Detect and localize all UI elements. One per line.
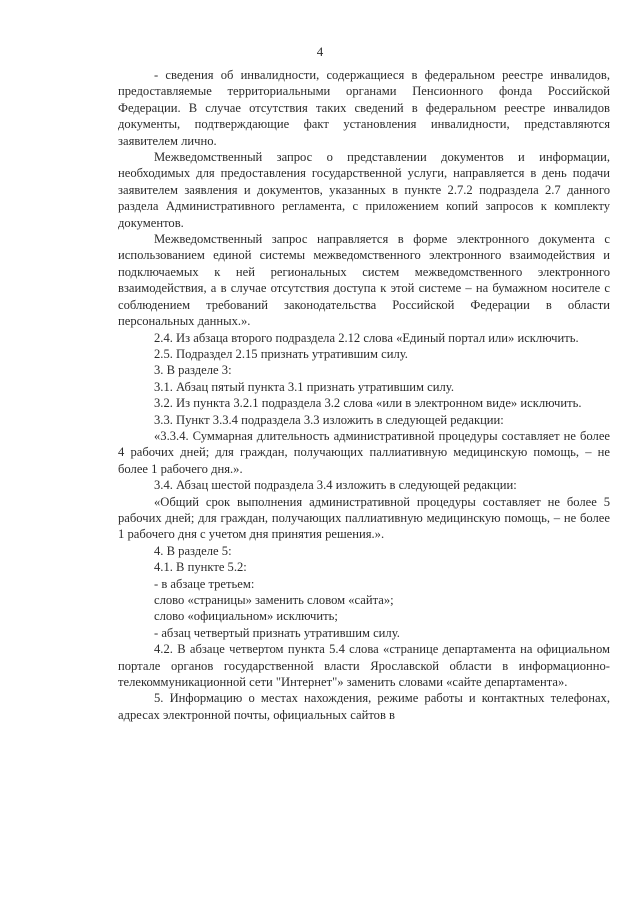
paragraph: 5. Информацию о местах нахождения, режиме работы и контактных телефонах, адресах электронной почты, официальных сайтов в (118, 691, 610, 722)
paragraph: 4.2. В абзаце четвертом пункта 5.4 слова «странице департамента на официальном портале органов государственной власти Ярославской области в информационно-телекоммуникационной сети "Интернет"» заменить словами «сайте департамента». (118, 642, 610, 690)
paragraph: 2.4. Из абзаца второго подраздела 2.12 слова «Единый портал или» исключить. (154, 330, 579, 345)
paragraph: 2.5. Подраздел 2.15 признать утратившим силу. (154, 346, 408, 361)
paragraph: 4.1. В пункте 5.2: (154, 560, 247, 575)
paragraph: слово «страницы» заменить словом «сайта»; (154, 593, 394, 607)
paragraph: Межведомственный запрос о представлении документов и информации, необходимых для предоставления государственной услуги, направляется в день подачи заявителем заявления и документов, указанных в пункте 2.7.2 подраздела 2.7 данного раздела Административного регламента, с приложением копий запросов к комплекту документов. (118, 150, 610, 230)
paragraph: «Общий срок выполнения административной процедуры составляет не более 5 рабочих дней; для граждан, получающих паллиативную медицинскую помощь, – не более 1 рабочего дня с учетом дня принятия решения.». (118, 494, 610, 542)
paragraph: 3.4. Абзац шестой подраздела 3.4 изложить в следующей редакции: (154, 478, 517, 493)
paragraph: - сведения об инвалидности, содержащиеся в федеральном реестре инвалидов, предоставляемые территориальными органами Пенсионного фонда Российской Федерации. В случае отсутствия таких сведений в федеральном реестре инвалидов документы, подтверждающие факт установления инвалидности, представляются заявителем лично. (118, 68, 610, 148)
paragraph: 3.2. Из пункта 3.2.1 подраздела 3.2 слова «или в электронном виде» исключить. (154, 396, 582, 411)
paragraph: - в абзаце третьем: (154, 576, 255, 591)
paragraph: слово «официальном» исключить; (154, 609, 338, 624)
paragraph: - абзац четвертый признать утратившим силу. (154, 625, 400, 640)
document-body (118, 67, 610, 723)
paragraph: 3.1. Абзац пятый пункта 3.1 признать утратившим силу. (154, 379, 454, 394)
paragraph: «3.3.4. Суммарная длительность административной процедуры составляет не более 4 рабочих дней; для граждан, получающих паллиативную медицинскую помощь, – не более 1 рабочего дня.». (118, 428, 610, 476)
paragraph: 3.3. Пункт 3.3.4 подраздела 3.3 изложить в следующей редакции: (154, 412, 504, 427)
paragraph: 3. В разделе 3: (154, 363, 232, 378)
paragraph: Межведомственный запрос направляется в форме электронного документа с использованием единой системы межведомственного электронного взаимодействия и подключаемых к ней региональных систем межведомственного электронного взаимодействия, а в случае отсутствия доступа к этой системе – на бумажном носителе с соблюдением требований законодательства Российской Федерации в области персональных данных.». (118, 232, 610, 329)
paragraph: 4. В разделе 5: (154, 543, 232, 558)
page-number: 4 (316, 44, 324, 59)
